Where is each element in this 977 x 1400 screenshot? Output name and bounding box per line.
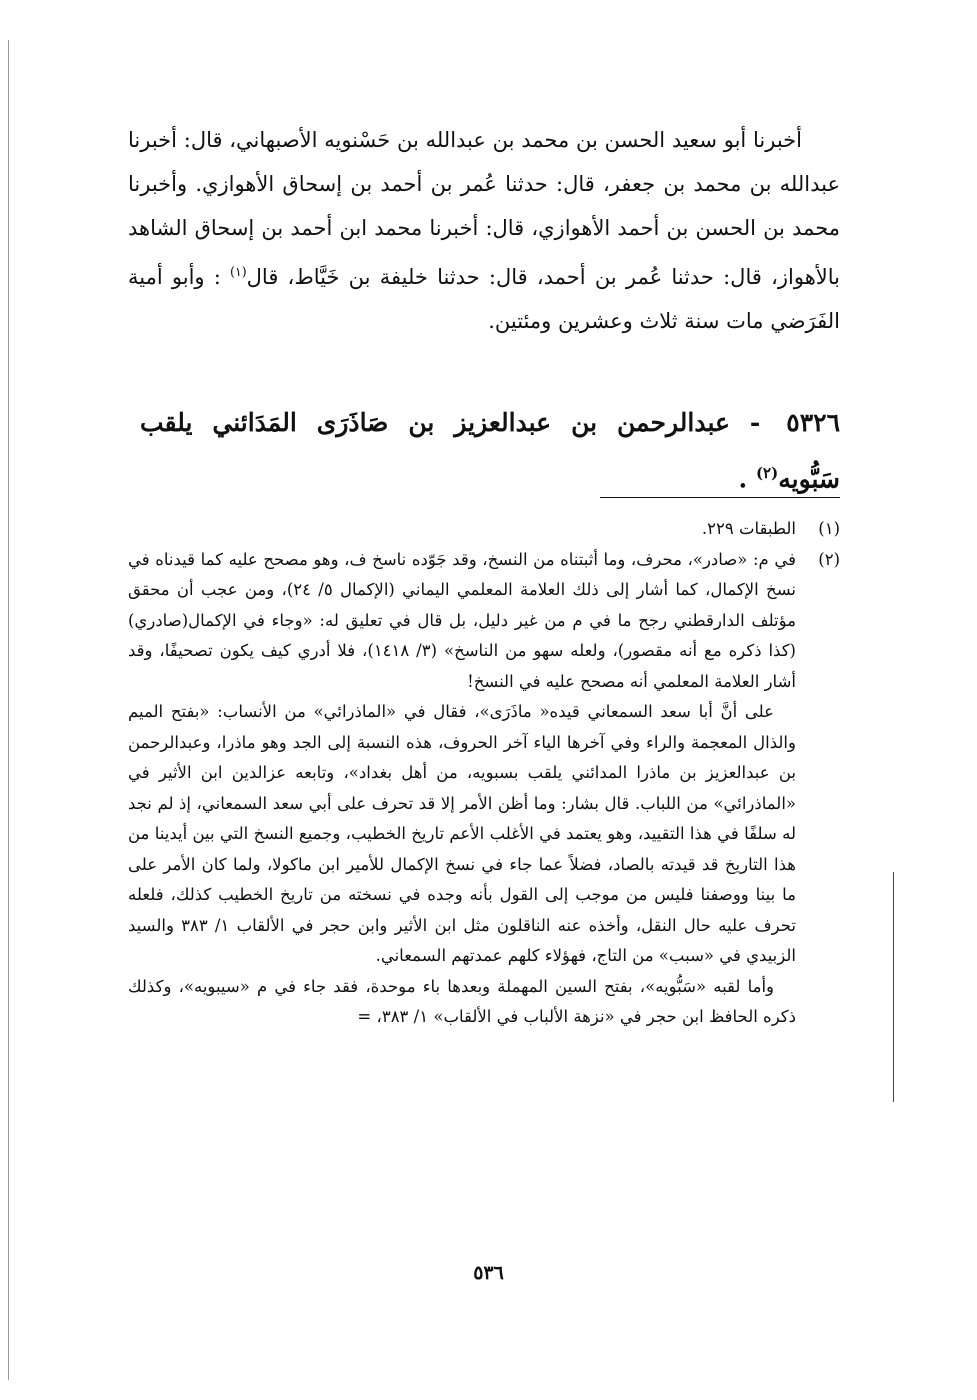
footnote-marker: (١)	[818, 519, 840, 538]
narration-paragraph	[128, 118, 840, 343]
entry-end: .	[738, 464, 748, 494]
entry-heading	[140, 398, 840, 504]
entry-dash: -	[749, 408, 761, 437]
footnote-marker: (٢)	[818, 549, 840, 569]
main-text	[128, 118, 840, 343]
footnote-1	[128, 514, 840, 545]
footnote-text: وأما لقبه «سَبُّويه»، بفتح السين المهملة وبعدها باء موحدة، فقد جاء في م «سيبويه»، وكذلك ذكره الحافظ ابن حجر في «نزهة الألباب في الألقاب» ١/ ٣٨٣، =	[128, 976, 796, 1026]
page-number: ٥٣٦	[473, 1262, 504, 1284]
narration-text: أخبرنا أبو سعيد الحسن بن محمد بن عبدالله بن حَسْنويه الأصبهاني، قال: أخبرنا عبدالله بن محمد بن جعفر، قال: حدثنا عُمر بن أحمد بن إسحاق الأهوازي. وأخبرنا محمد بن الحسن بن أحمد الأهوازي، قال: أخبرنا محمد ابن أحمد بن إسحاق الشاهد بالأهواز، قال: حدثنا عُمر بن أحمد، قال: حدثنا خليفة بن خَيَّاط، قال	[128, 128, 840, 289]
scan-edge-line	[8, 40, 9, 1380]
footnote-separator	[600, 497, 840, 498]
footnote-text: في م: «صادر»، محرف، وما أثبتناه من النسخ، وقد جَوّده ناسخ ف، وهو مصحح عليه كما قيدناه في نسخ الإكمال، كما أشار إلى ذلك العلامة المعلمي اليماني (الإكمال ٥/ ٢٤)، ومن عجب أن محقق مؤتلف الدارقطني رجح ما في م من غير دليل، بل قال في تعليق له: «وجاء في الإكمال(صادري) (كذا ذكره مع أنه مقصور)، ولعله سهو من الناسخ» (٣/ ١٤١٨)، فلا أدري كيف يكون تصحيفًا، وقد أشار العلامة المعلمي أنه مصحح عليه في النسخ!	[128, 549, 797, 691]
footnote-reference[interactable]: (١)	[230, 264, 247, 279]
entry-number: ٥٣٢٦	[786, 408, 840, 437]
narration-text-end: : وأبو أمية الفَرَضي مات سنة ثلاث وعشرين ومئتين.	[128, 265, 840, 333]
footnote-reference[interactable]: (٢)	[755, 464, 779, 482]
footnote-text: على أنَّ أبا سعد السمعاني قيده« ماذَرَى»، فقال في «الماذرائي» من الأنساب: «بفتح الميم والذال المعجمة والراء وفي آخرها الياء آخر الحروف، هذه النسبة إلى الجد وهو ماذرا، وعبدالرحمن بن عبدالعزيز بن ماذرا المدائني يلقب بسبويه، من أهل بغداد»، وتابعه عزالدين ابن الأثير في «الماذرائي» من اللباب. قال بشار: وما أظن الأمر إلا قد تحرف على أبي سعد السمعاني، إذ لم نجد له سلفًا في هذا التقييد، وهو يعتمد في الأغلب الأعم تاريخ الخطيب، وجميع النسخ التي بين أيدينا من هذا التاريخ قد قيدته بالصاد، فضلاً عما جاء في نسخ الإكمال للأمير ابن ماكولا، ولما كان الأمر على ما بينا ووصفنا فليس من موجب إلى القول بأنه وجده في نسخته من تاريخ الخطيب كذلك، فلعله تحرف عليه حال النقل، وأخذه عنه الناقلون مثل ابن الأثير وابن حجر في الألقاب ١/ ٣٨٣ والسيد الزبيدي في «سبب» من التاج، فهؤلاء كلهم عمدتهم السمعاني.	[128, 702, 796, 965]
footnote-2	[128, 545, 840, 1033]
entry-title: عبدالرحمن بن عبدالعزيز بن صَاذَرَى المَدَائني يلقب سَبُّويه	[140, 408, 840, 494]
footnote-text: الطبقات ٢٢٩.	[701, 519, 796, 538]
scan-margin-mark	[893, 872, 894, 1102]
footnotes	[128, 514, 840, 1033]
